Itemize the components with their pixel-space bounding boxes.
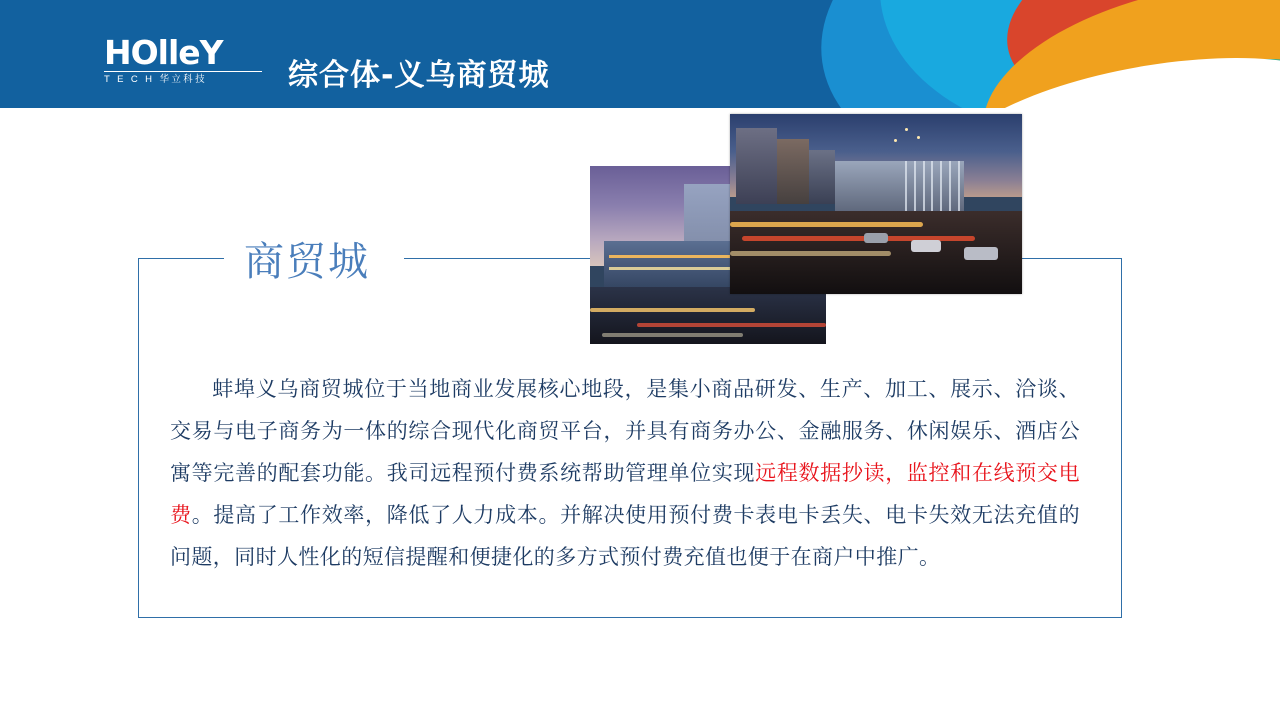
photo-light-streak (637, 323, 826, 327)
photo-car (964, 247, 998, 260)
photo-facade-fin (940, 161, 942, 215)
paragraph-highlight: 远程数据抄读，监控和在线预交电费 (170, 461, 1080, 527)
page-title: 综合体-义乌商贸城 (288, 58, 550, 93)
slide-header (0, 0, 1280, 108)
photo-car (864, 233, 888, 243)
logo-wordmark: HOlleY (104, 33, 223, 72)
paragraph-part-2: 。提高了工作效率，降低了人力成本。并解决使用预付费卡表电卡丢失、电卡失效无法充值的问题，同时人性化的短信提醒和便捷化的多方式预付费充值也便于在商户中推广。 (170, 503, 1080, 569)
photo-light-streak (730, 222, 923, 227)
logo-subtitle: T E C H 华立科技 (104, 71, 262, 86)
photo-facade-fin (949, 161, 951, 215)
photo-car (911, 240, 941, 252)
photo-facade-fin (931, 161, 933, 215)
section-title: 商贸城 (236, 230, 378, 287)
body-paragraph (170, 368, 1080, 578)
photo-mall-block (835, 161, 963, 215)
photo-street-night (730, 114, 1022, 294)
photo-light-streak (602, 333, 744, 337)
photo-firework (894, 139, 897, 142)
photo-facade-fin (914, 161, 916, 215)
photo-facade-fin (923, 161, 925, 215)
photo-building (777, 139, 809, 204)
photo-building (736, 128, 777, 204)
photo-facade-fin (958, 161, 960, 215)
photo-light-streak (590, 308, 755, 312)
photo-building (809, 150, 835, 204)
company-logo (104, 33, 262, 88)
photo-facade-fin (905, 161, 907, 215)
photo-firework (917, 136, 920, 139)
paragraph-part-1: 蚌埠义乌商贸城位于当地商业发展核心地段，是集小商品研发、生产、加工、展示、洽谈、交易与电子商务为一体的综合现代化商贸平台，并具有商务办公、金融服务、休闲娱乐、酒店公寓等完善的配套功能。我司远程预付费系统帮助管理单位实现 (170, 377, 1080, 485)
photo-light-streak (730, 251, 891, 256)
